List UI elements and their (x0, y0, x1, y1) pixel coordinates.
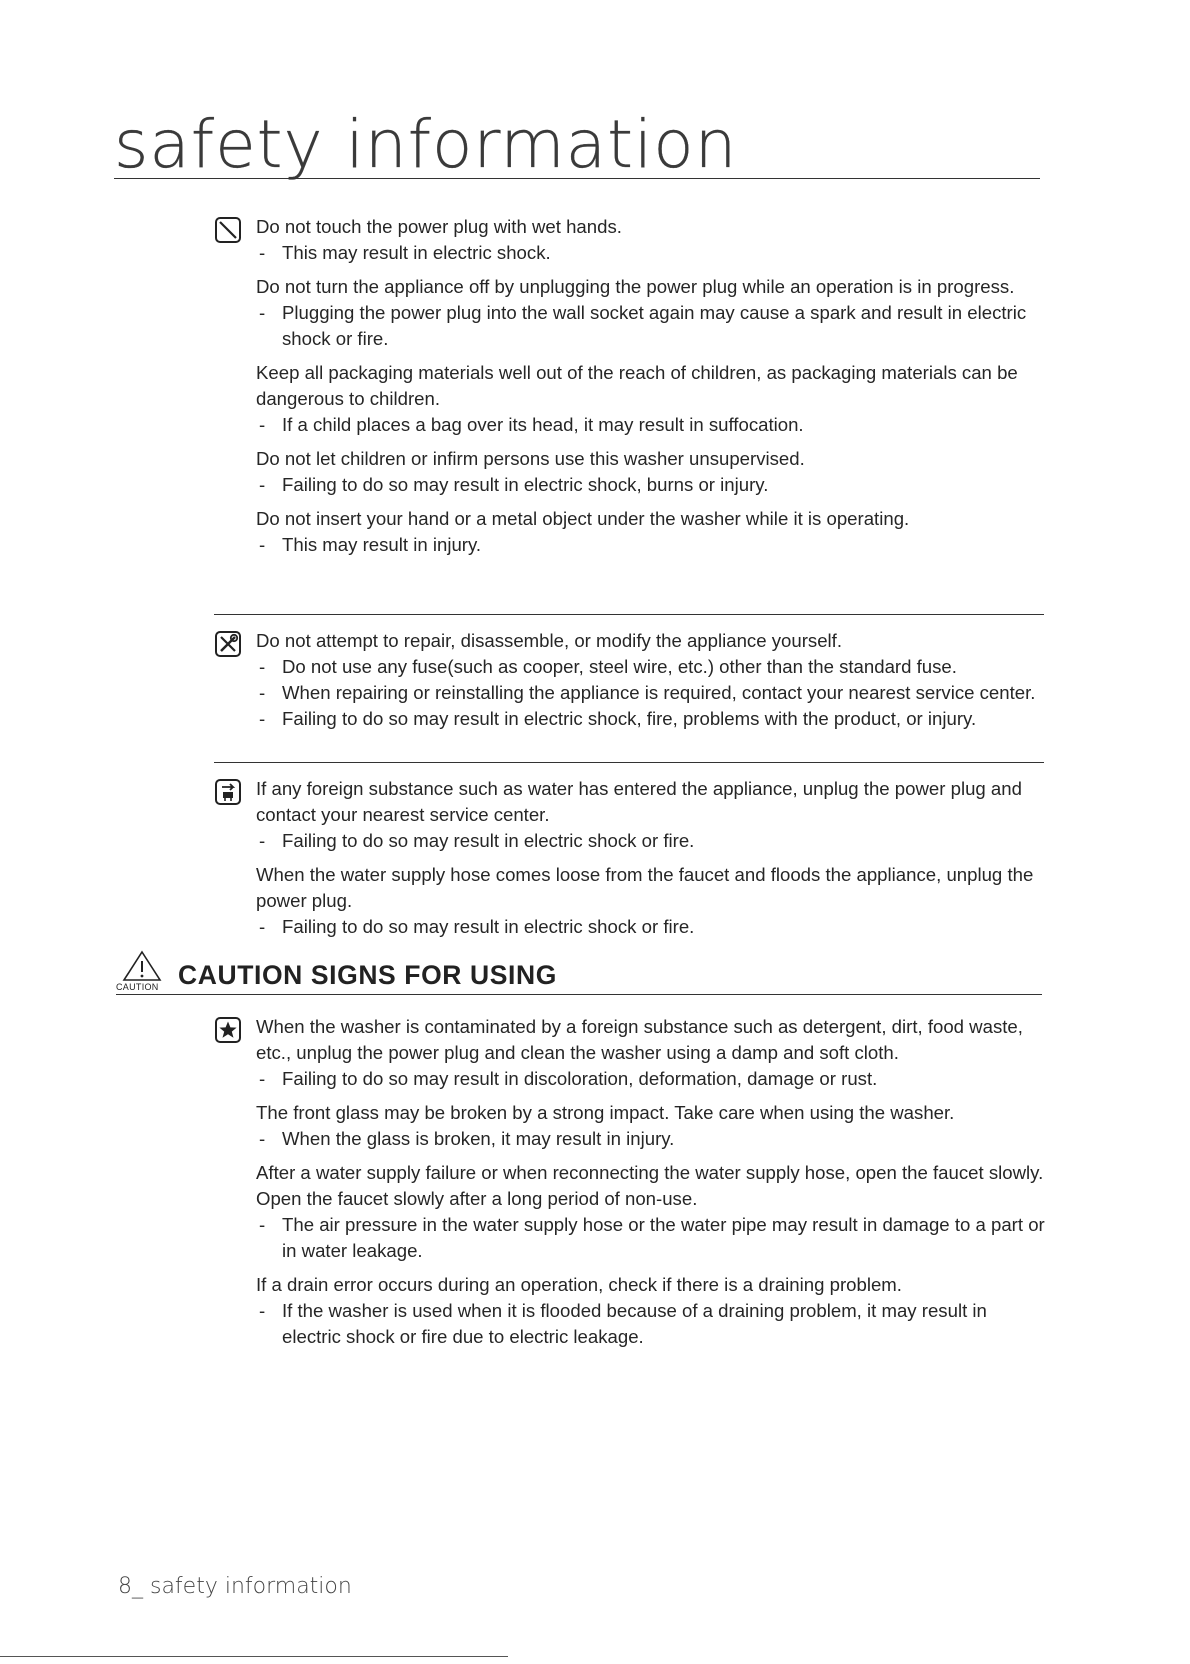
list-item (256, 1272, 1046, 1350)
item-text: Keep all packaging materials well out of the reach of children, as packaging materials can be dangerous to children. (256, 362, 1018, 409)
list-item (256, 1014, 1046, 1092)
sub-item: - Failing to do so may result in electric shock, burns or injury. (259, 474, 769, 495)
sub-item: - When the glass is broken, it may result in injury. (259, 1128, 675, 1149)
page-title: safety information (114, 106, 738, 183)
section-divider (214, 762, 1044, 763)
caution-rule (116, 994, 1042, 995)
sub-item: - Failing to do so may result in electric shock, fire, problems with the product, or injury. (259, 708, 977, 729)
list-item (256, 862, 1046, 940)
list-item (256, 628, 1046, 732)
item-text: After a water supply failure or when reconnecting the water supply hose, open the faucet slowly. (256, 1162, 1044, 1183)
sub-item: - If a child places a bag over its head, it may result in suffocation. (259, 414, 804, 435)
prohibition-icon (214, 216, 242, 244)
item-text: Do not touch the power plug with wet hands. (256, 216, 622, 237)
sub-item: - If the washer is used when it is flooded because of a draining problem, it may result in electric shock or fire due to electric leakage. (259, 1300, 987, 1347)
sub-item: - This may result in electric shock. (259, 242, 551, 263)
list-item (256, 214, 1046, 266)
sub-item: - Failing to do so may result in electric shock or fire. (259, 830, 695, 851)
sub-item: - This may result in injury. (259, 534, 482, 555)
item-extra-text: Open the faucet slowly after a long period of non-use. (256, 1188, 698, 1209)
item-text: When the water supply hose comes loose from the faucet and floods the appliance, unplug the power plug. (256, 864, 1034, 911)
list-item (256, 446, 1046, 498)
bottom-rule (0, 1656, 508, 1657)
section-unplug (256, 776, 1046, 948)
list-item (256, 776, 1046, 854)
sub-item: - Failing to do so may result in discoloration, deformation, damage or rust. (259, 1068, 878, 1089)
list-item (256, 1100, 1046, 1152)
list-item (256, 1160, 1046, 1264)
caution-heading: CAUTION SIGNS FOR USING (178, 960, 557, 990)
do-not-disassemble-icon (214, 630, 242, 658)
caution-triangle-icon (116, 948, 168, 982)
item-text: Do not turn the appliance off by unplugging the power plug while an operation is in progress. (256, 276, 1015, 297)
list-item (256, 274, 1046, 352)
item-text: The front glass may be broken by a strong impact. Take care when using the washer. (256, 1102, 955, 1123)
sub-item: - The air pressure in the water supply hose or the water pipe may result in damage to a part or in water leakage. (259, 1214, 1045, 1261)
section-prohibitions (256, 214, 1046, 566)
important-star-icon (214, 1016, 242, 1044)
sub-item: - Failing to do so may result in electric shock or fire. (259, 916, 695, 937)
caution-header (116, 948, 1042, 994)
title-rule (114, 178, 1040, 179)
section-disassembly (256, 628, 1046, 740)
sub-item: - When repairing or reinstalling the appliance is required, contact your nearest service center. (259, 682, 1036, 703)
page-footer: 8_ safety information (118, 1574, 352, 1599)
item-text: Do not insert your hand or a metal object under the washer while it is operating. (256, 508, 910, 529)
item-text: Do not attempt to repair, disassemble, or modify the appliance yourself. (256, 630, 843, 651)
section-divider (214, 614, 1044, 615)
item-text: If a drain error occurs during an operation, check if there is a draining problem. (256, 1274, 902, 1295)
item-text: If any foreign substance such as water has entered the appliance, unplug the power plug and contact your nearest service center. (256, 778, 1022, 825)
item-text: When the washer is contaminated by a foreign substance such as detergent, dirt, food waste, etc., unplug the power plug and clean the washer using a damp and soft cloth. (256, 1016, 1023, 1063)
sub-item: - Do not use any fuse(such as cooper, steel wire, etc.) other than the standard fuse. (259, 656, 957, 677)
item-text: Do not let children or infirm persons use this washer unsupervised. (256, 448, 805, 469)
caution-tag: CAUTION (116, 982, 159, 992)
unplug-icon (214, 778, 242, 806)
sub-item: - Plugging the power plug into the wall socket again may cause a spark and result in electric shock or fire. (259, 302, 1027, 349)
list-item (256, 506, 1046, 558)
section-caution-items (256, 1014, 1046, 1358)
list-item (256, 360, 1046, 438)
